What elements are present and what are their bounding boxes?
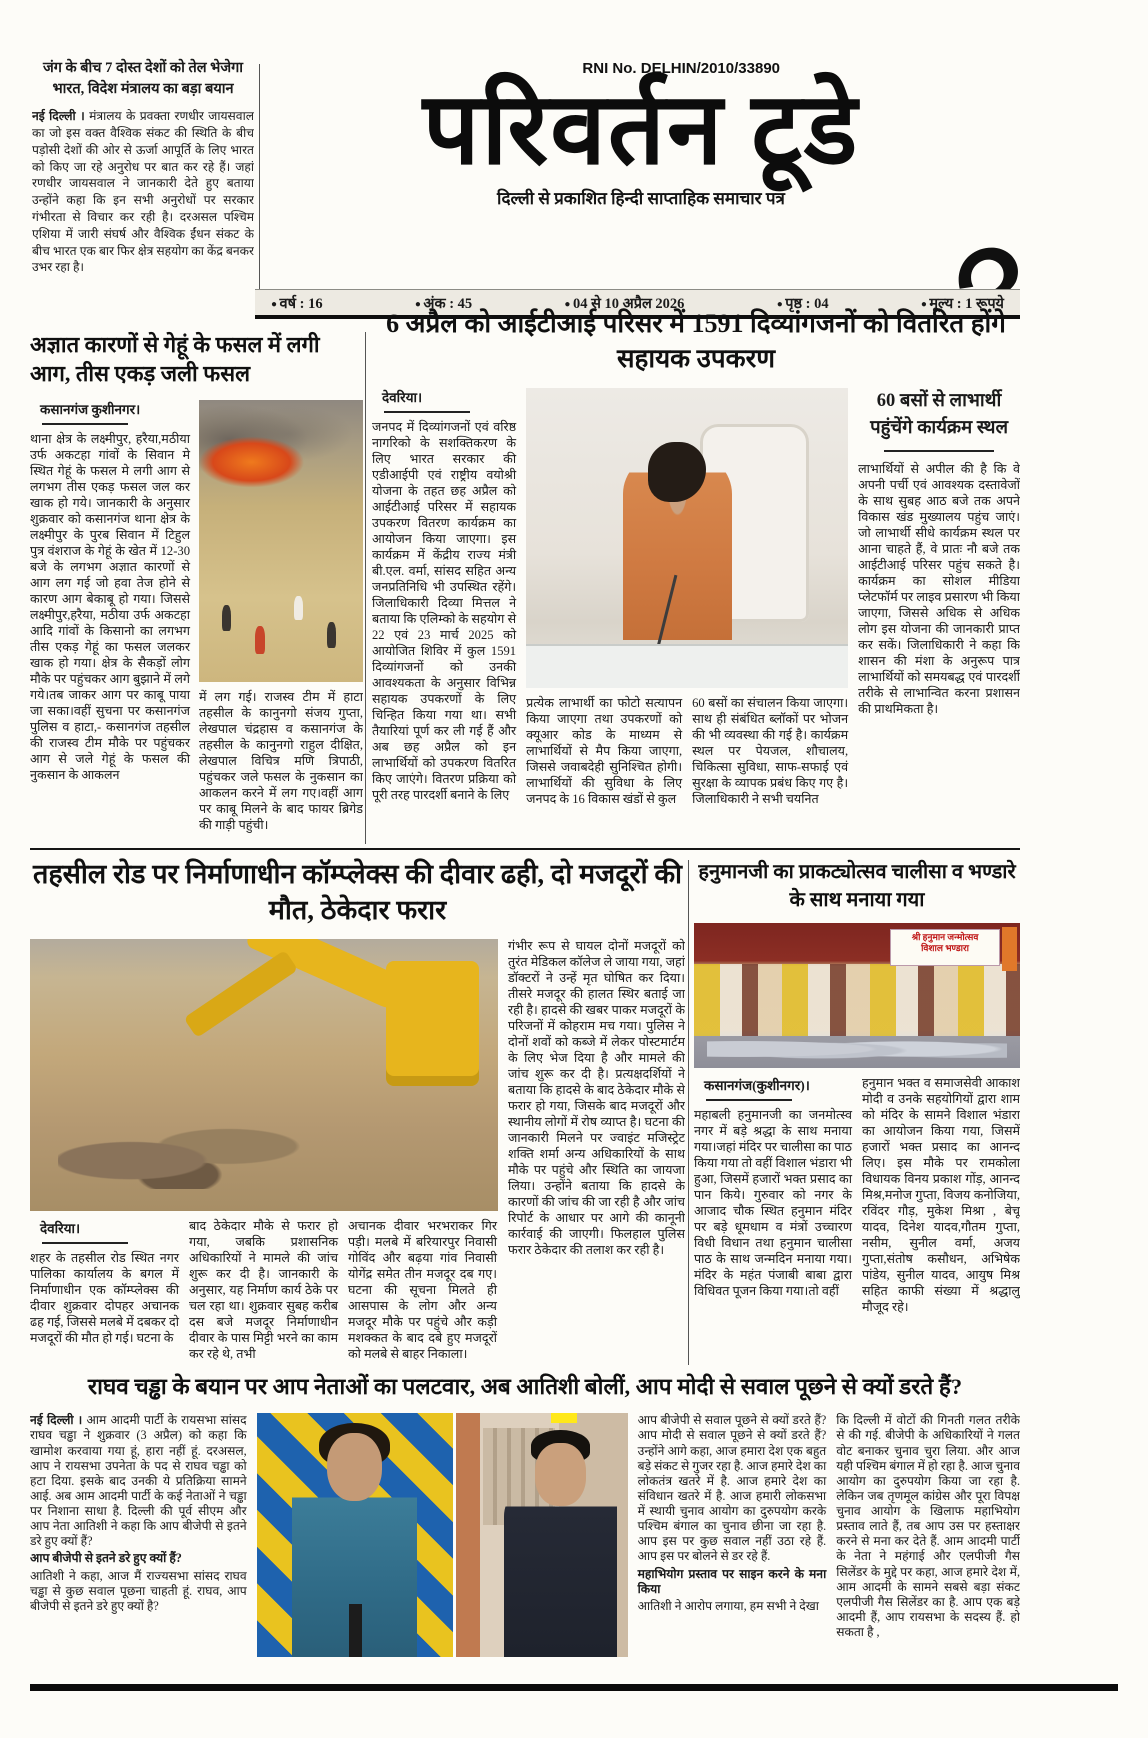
banner-line1: श्री हनुमान जन्मोत्सव	[911, 931, 979, 942]
iti-article-middle	[526, 388, 848, 808]
photo-detail	[386, 961, 480, 1086]
hanuman-article-body	[694, 1076, 1020, 1316]
photo-detail	[58, 1118, 301, 1189]
iti-under-photo-columns	[526, 696, 848, 808]
photo-detail	[349, 1604, 363, 1658]
wall-article-headline: तहसील रोड पर निर्माणाधीन कॉम्प्लेक्स की दीवार ढही, दो मजदूरों की मौत, ठेकेदार फरार	[32, 859, 683, 926]
fire-article-headline: अज्ञात कारणों से गेहूं के फसल में लगी आग, तीस एकड़ जली फसल	[30, 332, 320, 387]
sidebar-divider	[259, 64, 260, 312]
iti-side-text: लाभार्थियों से अपील की है कि वे अपनी पर्ची एवं आवश्यक दस्तावेजों के साथ सुबह आठ बजे तक अपने विकास खंड मुख्यालय पहुंच जाएं। जो लाभार्थी सीधे कार्यक्रम स्थल पर आना चाहते हैं, वे प्रातः नौ बजे तक आईटीआई परिसर पहुंच सकते है। कार्यक्रम का सोशल मीडिया प्लेटफॉर्म पर लाइव प्रसारण भी किया जाएगा, जिससे अधिक से अधिक लोग इस योजना की जानकारी प्राप्त कर सकें। जिलाधिकारी ने कहा कि शासन की मंशा के अनुरूप पात्र लाभार्थियों को समयबद्ध एवं पारदर्शी तरीके से लाभान्वित करना प्रशासन की प्राथमिकता है।	[858, 461, 1020, 716]
brief-story-body	[32, 108, 254, 276]
photo-detail	[183, 950, 298, 1038]
issue-dates: ● 04 से 10 अप्रैल 2026	[564, 293, 684, 313]
district-magistrate-photo	[526, 388, 848, 688]
brief-story-headline: जंग के बीच 7 दोस्त देशों को तेल भेजेगा भारत, विदेश मंत्रालय का बड़ा बयान	[42, 60, 244, 98]
aap-article-subhead1: आप बीजेपी से इतने डरे हुए क्यों हैं?	[30, 1551, 182, 1566]
iti-article-text1: जनपद में दिव्यांगजनों एवं वरिष्ठ नागरिको के सशक्तिकरण के लिए भारत सरकार की एडीआईपी एवं राष्ट्रीय वयोश्री योजना के तहत छह अप्रैल को आईटीआई परिसर में सहायक उपकरण वितरण कार्यक्रम का आयोजन किया जाएगा। इस कार्यक्रम में केंद्रीय राज्य मंत्री बी.एल. वर्मा, सांसद सहित अन्य जनप्रतिनिधि भी उपस्थित रहेंगे। जिलाधिकारी दिव्या मित्तल ने बताया कि एलिम्को के सहयोग से 22 एवं 23 मार्च 2025 को आयोजित शिविर में कुल 1591 दिव्यांगजनों को उनकी आवश्यकता के अनुसार विभिन्न सहायक उपकरणों के लिए चिन्हित किया गया था। सभी तैयारियां पूर्ण कर ली गई हैं और अब छह अप्रैल को इन लाभार्थियों को उपकरण वितरित किए जाएंगे। वितरण प्रक्रिया को पूरी तरह पारदर्शी बनाने के लिए	[372, 420, 517, 802]
side-headline-rule	[884, 450, 994, 452]
issue-number: ● अंक : 45	[415, 293, 472, 313]
raghav-chadha-photo	[456, 1413, 628, 1657]
iti-article	[372, 306, 1020, 845]
issue-year: ● वर्ष : 16	[271, 293, 323, 313]
dateline-rule	[384, 411, 470, 413]
aap-article-body	[30, 1413, 1020, 1657]
brief-story-text: मंत्रालय के प्रवक्ता रणधीर जायसवाल का जो इस वक्त वैश्विक संकट की स्थिति के बीच पड़ोसी देशों की ओर से ऊर्जा आपूर्ति के लिए भारत को किए जा रहे अनुरोध पर बात कर रहे हैं। जहां रणधीर जायसवाल ने जानकारी देते हुए बताया उन्होंने कहा कि इन सभी अनुरोधों पर सरकार गंभीरता से विचार कर रही है। दरअसल पश्चिम एशिया में जारी संघर्ष और वैश्विक ईंधन संकट के बीच भारत एक बार फिर क्षेत्र सहयोग का केंद्र बनकर उभर रहा है।	[32, 109, 254, 275]
fire-article-text2: में लग गई। राजस्व टीम में हाटा तहसील के कानुनगो संजय गुप्ता, लेखपाल चंद्रहास व कसानगंज के तहसील के कानुनगो राहुल दीक्षित, लेखपाल विचित्र मणि त्रिपाठी, पहुंचकर जले फसल के नुकसान का आकलन करने में लग गए।वहीं आग पर काबू मिलने के बाद फायर ब्रिगेड की गाड़ी पहुंची।	[199, 690, 363, 832]
fire-article-text1: थाना क्षेत्र के लक्ष्मीपुर, हरैया,मठीया उर्फ अकटहा गांवों के सिवान मे स्थित गेहूं के फसल मे लगी आग से लगभग तीस एकड़ फसल जल कर खाक हो गये। जानकारी के अनुसार शुक्रवार को कसानगंज थाना क्षेत्र के लक्ष्मीपुर के पुरब सिवान में टिहुल पुत्र वंशराज के गेहूं के खेत में 12-30 बजे के लगभग अज्ञात कारणों से आग लग गई जो हवा तेज होने से कारण आग बेकाबू हो गया। जिससे लक्ष्मीपुर,हरैया, मठीया उर्फ अकटहा आदि गांवों के किसानो का लगभग तीस एकड़ गेहूं का फसल जलकर खाक हो गया। क्षेत्र के सैकड़ों लोग मौके पर पहुंचकर आग बुझाने में लगे गये।तब जाकर आग पर काबू पाया जा सका।वहीं सुचना पर कसानगंज पुलिस व हाटा,- कसानगंज तहसील की राजस्व टीम मौके पर पहुंचकर आग से जले गेहूं के फसल की नुकसान के आकलन	[30, 432, 190, 782]
wall-article-dateline: देवरिया।	[40, 1220, 81, 1236]
wall-article-body	[30, 939, 685, 1363]
wall-under-photo-columns	[30, 1219, 498, 1363]
fire-article-col1	[30, 400, 190, 834]
iti-article-headline: 6 अप्रैल को आईटीआई परिसर में 1591 दिव्यांगजनों को वितरित होंगे सहायक उपकरण	[386, 309, 1006, 374]
fire-article-dateline: कसानगंज कुशीनगर।	[40, 402, 141, 418]
atishi-press-photo	[257, 1413, 453, 1657]
dateline-rule	[706, 1099, 792, 1101]
photo-figure	[327, 622, 336, 648]
aap-article-photos	[257, 1413, 628, 1657]
wall-article-text3: अचानक दीवार भरभराकर गिर पड़ी। मलबे में बरियारपुर निवासी गोविंद और बढ़या गांव निवासी योगेंद्र समेत तीन मजदूर दब गए। घटना की सूचना मिलते ही आसपास के लोग और अन्य मजदूर मौके पर पहुंचे और कड़ी मशक्कत के बाद दबे हुए मजदूरों को मलबे से बाहर निकाला।	[348, 1218, 497, 1361]
iti-article-text3: 60 बसों का संचालन किया जाएगा। साथ ही संबंधित ब्लॉकों पर भोजन की भी व्यवस्था की गई है। कार्यक्रम स्थल पर पेयजल, शौचालय, चिकित्सा सुविधा, साफ-सफाई एवं सुरक्षा के व्यापक प्रबंध किए गए है। जिलाधिकारी ने सभी चयनित	[692, 696, 849, 807]
aap-article-text4: आतिशी ने आरोप लगाया, हम सभी ने देखा	[637, 1598, 819, 1613]
column-divider	[365, 332, 366, 844]
photo-detail	[694, 964, 1020, 1037]
iti-article-dateline: देवरिया।	[382, 390, 423, 406]
rni-number: RNI No. DELHIN/2010/33890	[582, 60, 780, 77]
iti-article-body	[372, 388, 1020, 808]
aap-article-dateline: नई दिल्ली ।	[30, 1413, 83, 1428]
iti-article-col1	[372, 388, 516, 808]
aap-article-subhead2: महाभियोग प्रस्ताव पर साइन करने के मना किया	[637, 1566, 827, 1596]
iti-side-headline: 60 बसों से लाभार्थी पहुंचेंगे कार्यक्रम स्थल	[870, 391, 1009, 438]
highlight-mark	[551, 1413, 577, 1423]
aap-article-text2: आतिशी ने कहा, आज मैं राज्यसभा सांसद राघव चड्ढा से कुछ सवाल पूछना चाहती हूं. राघव, आप बीजेपी से इतने डरे हुए क्यों है?	[30, 1568, 247, 1613]
hanuman-article-dateline: कसानगंज(कुशीनगर)।	[704, 1078, 810, 1093]
wall-article-col1	[30, 1219, 179, 1363]
aap-article-text3: आप बीजेपी से सवाल पूछने से क्यों डरते हैं? आप मोदी से सवाल पूछने से क्यों डरते हैं? उन्होंने आगे कहा, आज हमारा देश एक बहुत बड़े संकट से गुजर रहा है. आज हमारे देश का लोकतंत्र खतरे में है. आज हमारे देश का संविधान खतरे में है. आज हमारी लोकसभा में स्थायी चुनाव आयोग का दुरुपयोग करके पश्चिम बंगाल का चुनाव छीना जा रहा है. आप इस पर कुछ सवाल नहीं उठा रहे हैं. आप इस पर बोलने से डर रहे हैं.	[637, 1413, 827, 1564]
top-left-brief-story	[32, 58, 254, 316]
photo-figure	[294, 596, 303, 620]
hanuman-article	[694, 858, 1020, 1366]
bhandara-banner	[890, 929, 1001, 967]
dateline-rule	[42, 423, 128, 425]
aap-article-text1-body: आम आदमी पार्टी के रायसभा सांसद राघव चड्ढा ने शुक्रवार (3 अप्रैल) को कहा कि खामोश करवाया गया हूं, हारा नहीं हूं. दरअसल, आप ने रायसभा उपनेता के पद से राघव चड्ढा को हटा दिया. इसके बाद उनकी ये प्रतिक्रिया सामने आई. अब आम आदमी पार्टी के कई नेताओं ने चड्ढा पर निशाना साधा है. दिल्ली की पूर्व सीएम और आप नेता आतिशी ने कहा कि आप बीजेपी से इतने डरे हुए क्यों हैं?	[30, 1413, 247, 1549]
aap-article	[30, 1372, 1020, 1672]
bhandara-group-photo	[694, 923, 1020, 1068]
photo-detail	[526, 644, 848, 688]
bottom-rule	[30, 1684, 1118, 1691]
hanuman-article-text2: हनुमान भक्त व समाजसेवी आकाश मोदी व उनके सहयोगियों द्वारा शाम को मंदिर के सामने विशाल भंडारा का आयोजन किया गया, जिसमें हजारों भक्त प्रसाद का आनन्द लिए। इस मौके पर रामकोला विधायक विनय प्रकाश गोंड़, आनन्द मिश्र,मनोज गुप्ता, विजय कनोजिया, रविंदर गौड़, मुकेश मिश्रा , बेचू यादव, दिनेश यादव,गौतम गुप्ता, नसीम, सुनील वर्मा, अजय गुप्ता,संतोष कसौधन, अभिषेक पांडेय, सुनील यादव, आयुष मिश्र सहित काफी संख्या में श्रद्धालु मौजूद रहे।	[862, 1076, 1020, 1314]
dateline-rule	[42, 1242, 128, 1244]
fire-article-col2	[199, 400, 363, 834]
hanuman-article-text1: महाबली हनुमानजी का जनमोत्स्व नगर में बड़े श्रद्धा के साथ मनाया गया।जहां मंदिर पर चालीसा का पाठ किया गया तो वहीं विशाल भंडारा भी हुआ, जिसमें हजारों भक्त प्रसाद का पान किये। गुरुवार को नगर के आजाद चौक स्थित हनुमान मंदिर पर बड़े धूमधाम व मंत्रों उच्चारण विधी विधान तथा हनुमान चालीसा पाठ के साथ जन्मदिन मनाया गया।मंदिर के महंत पंजाबी बाबा द्वारा विधिवत पूजन किया गया।तो वहीं	[694, 1108, 852, 1298]
iti-article-text2: प्रत्येक लाभार्थी का फोटो सत्यापन किया जाएगा तथा उपकरणों को क्यूआर कोड के माध्यम से लाभार्थियों से मैप किया जाएगा, जिससे जवाबदेही सुनिश्चित होगी। लाभार्थियों की सुविधा के लिए जनपद के 16 विकास खंडों से कुल	[526, 696, 683, 807]
photo-detail	[327, 1433, 382, 1501]
fire-article-body	[30, 400, 363, 834]
newspaper-title: परिवर्तन टूडे	[422, 74, 860, 185]
banner-line2: विशाल भण्डारा	[921, 943, 969, 954]
hanuman-article-headline: हनुमानजी का प्राकट्योत्सव चालीसा व भण्डारे के साथ मनाया गया	[698, 861, 1016, 911]
aap-article-text5: कि दिल्ली में वोटों की गिनती गलत तरीके से की गई. बीजेपी के अधिकारियों ने गलत वोट बनाकर चुनाव चुरा लिया. और आज यही पश्चिम बंगाल में हो रहा है. आज चुनाव आयोग का दुरुपयोग किया जा रहा है. लेकिन जब तृणमूल कांग्रेस और पूरा विपक्ष चुनाव आयोग के खिलाफ महाभियोग प्रस्ताव लाते हैं, तब आप उस पर हस्ताक्षर करने से मना कर देते हैं. आम आदमी पार्टी के नेता ने महंगाई और एलपीजी गैस सिलेंडर के मुद्दे पर कहा, आज हमारे देश में, आम आदमी के सामने सबसे बड़ा संकट एलपीजी गैस सिलेंडर का है. आप एक बड़े आदमी हैं, आप रायसभा के सदस्य हैं. हो सकता है ,	[836, 1413, 1020, 1639]
fire-article	[30, 330, 363, 845]
masthead-tagline: दिल्ली से प्रकाशित हिन्दी साप्ताहिक समाचार पत्र	[497, 189, 785, 208]
aap-article-col1	[30, 1413, 247, 1657]
photo-detail	[535, 1443, 587, 1506]
column-divider	[688, 860, 689, 1365]
photo-detail	[707, 1033, 1007, 1065]
aap-article-text1	[30, 1413, 247, 1549]
excavator-rubble-photo	[30, 939, 498, 1211]
section-divider	[30, 848, 1020, 850]
hanuman-article-col1	[694, 1076, 852, 1316]
issue-price: ● मूल्य : 1 रूपये	[921, 293, 1004, 313]
brief-story-dateline: नई दिल्ली ।	[32, 109, 85, 124]
wall-article-left	[30, 939, 498, 1363]
aap-article-headline: राघव चड्ढा के बयान पर आप नेताओं का पलटवार, अब आतिशी बोलीं, आप मोदी से सवाल पूछने से क्यों डरते हैं?	[87, 1374, 963, 1399]
issue-pages: ● पृष्ठ : 04	[777, 293, 829, 313]
wall-collapse-article	[30, 856, 685, 1366]
burning-field-photo	[199, 400, 363, 682]
aap-article-col3	[638, 1413, 827, 1657]
iti-article-side	[858, 388, 1020, 808]
wall-article-text4: गंभीर रूप से घायल दोनों मजदूरों को तुरंत मेडिकल कॉलेज ले जाया गया, जहां डॉक्टरों ने उन्हें मृत घोषित कर दिया। तीसरे मजदूर की हालत स्थिर बताई जा रही है। हादसे की खबर पाकर मजदूरों के परिजनों में कोहराम मच गया। पुलिस ने दोनों शवों को कब्जे में लेकर पोस्टमार्टम के लिए भेज दिया है और मामले की जांच शुरू कर दी है। प्रत्यक्षदर्शियों ने बताया कि हादसे के बाद ठेकेदार मौके से फरार हो गया, जिसके बाद मजदूरों और स्थानीय लोगों में रोष व्याप्त है। घटना की जानकारी मिलने पर ज्वाइंट मजिस्ट्रेट शक्ति शर्मा अन्य अधिकारियों के साथ मौके पर पहुंचे और स्थिति का जायजा लिया। उन्होंने बताया कि हादसे के कारणों की जांच की जा रही है और जांच रिपोर्ट के आधार पर आगे की कानूनी कार्रवाई की जाएगी। फिलहाल पुलिस फरार ठेकेदार की तलाश कर रही है।	[508, 938, 685, 1257]
masthead	[262, 60, 1020, 209]
wall-article-text1: शहर के तहसील रोड स्थित नगर पालिका कार्यालय के बगल में निर्माणाधीन एक कॉम्प्लेक्स की दीवार शुक्रवार दोपहर अचानक ढह गई, जिससे मलबे में दबकर दो मजदूरों की मौत हो गई। घटना के	[30, 1250, 179, 1345]
deity-poster	[1002, 927, 1017, 971]
photo-figure	[222, 605, 231, 631]
photo-figure	[255, 626, 265, 654]
photo-detail	[504, 1486, 618, 1657]
wall-article-text2: बाद ठेकेदार मौके से फरार हो गया, जबकि प्रशासनिक अधिकारियों ने मामले की जांच शुरू कर दी है। जानकारी के अनुसार, यह निर्माण कार्य ठेके पर चल रहा था। शुक्रवार सुबह करीब दस बजे मजदूर निर्माणाधीन दीवार के पास मिट्टी भरने का काम कर रहे थे, तभी	[189, 1218, 338, 1361]
